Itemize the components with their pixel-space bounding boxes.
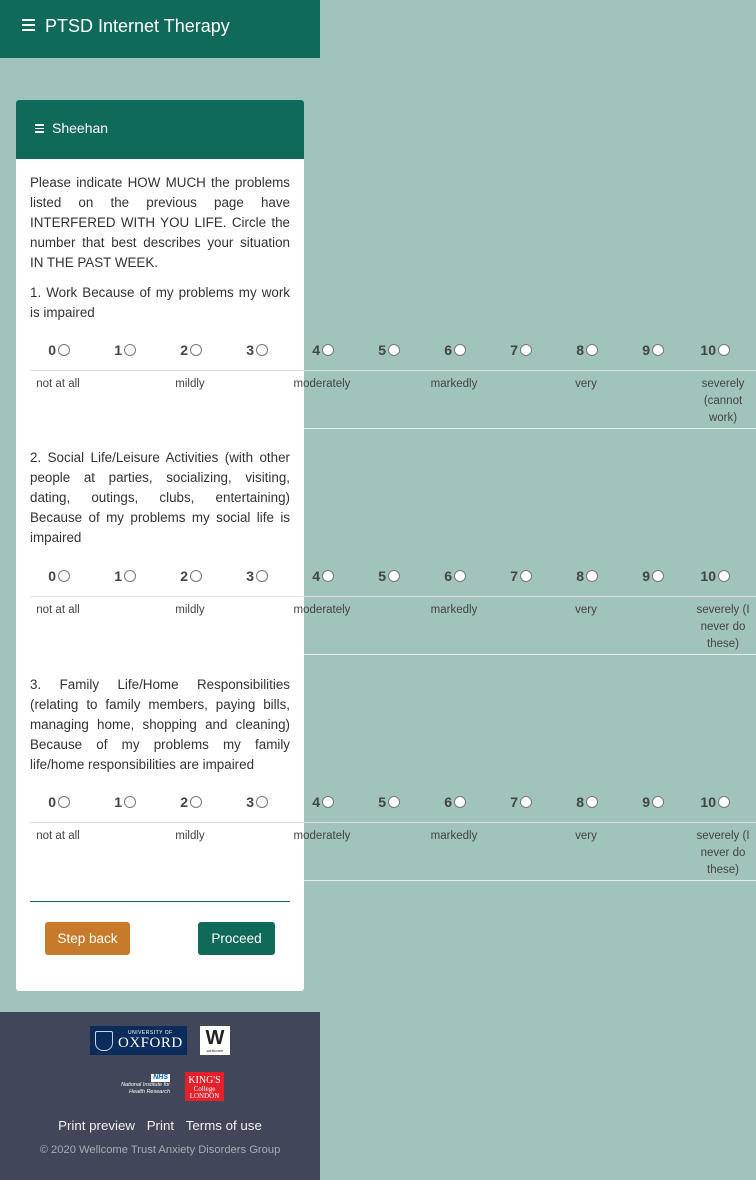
scale-anchor-label: mildly	[175, 604, 205, 616]
scale-anchor-label: moderately	[293, 604, 351, 616]
scale-option-6[interactable]	[426, 566, 466, 586]
question-divider	[304, 654, 756, 655]
scale-option-4[interactable]	[294, 340, 334, 360]
scale-anchor-label: moderately	[293, 378, 351, 390]
radio-button[interactable]	[652, 796, 664, 808]
footer-links	[0, 1118, 320, 1133]
oxford-logo-small-text: UNIVERSITY OF	[127, 1029, 173, 1036]
form-separator	[30, 901, 290, 902]
wellcome-mark: W	[205, 1027, 225, 1049]
wellcome-text: wellcome	[206, 1048, 224, 1053]
scale-option-label: 3	[246, 568, 254, 584]
kings-logo-mid: College	[193, 1085, 216, 1093]
scale-option-label: 2	[180, 794, 188, 810]
radio-button[interactable]	[388, 796, 400, 808]
radio-button[interactable]	[454, 570, 466, 582]
scale-anchor-label: markedly	[430, 378, 478, 390]
scale-option-label: 5	[378, 794, 386, 810]
scale-option-1[interactable]	[96, 340, 136, 360]
scale-option-label: 1	[114, 568, 122, 584]
scale-anchor-label: severely (cannot work)	[701, 378, 745, 424]
intro-text: Please indicate HOW MUCH the problems listed on the previous page have INTERFERED WITH YOU LIFE. Circle the number that best describes your situation IN THE PAST WEEK.	[30, 175, 290, 270]
scale-option-label: 10	[700, 568, 716, 584]
scale-anchor-label: not at all	[36, 604, 80, 616]
radio-button[interactable]	[718, 796, 730, 808]
footer	[0, 1012, 320, 1180]
panel-title: Sheehan	[52, 120, 109, 136]
scale-option-0[interactable]	[30, 792, 70, 812]
scale-option-3[interactable]	[228, 340, 268, 360]
scale-option-1[interactable]	[96, 792, 136, 812]
scale-option-label: 6	[444, 342, 452, 358]
scale-option-4[interactable]	[294, 566, 334, 586]
scale-option-0[interactable]	[30, 340, 70, 360]
scale-option-10[interactable]	[690, 566, 730, 586]
radio-button[interactable]	[190, 796, 202, 808]
scale-option-label: 8	[576, 794, 584, 810]
scale-option-label: 7	[510, 342, 518, 358]
radio-button[interactable]	[520, 796, 532, 808]
scale-option-label: 9	[642, 568, 650, 584]
scale-option-label: 4	[312, 342, 320, 358]
scale-option-6[interactable]	[426, 340, 466, 360]
scale-option-3[interactable]	[228, 792, 268, 812]
radio-button[interactable]	[718, 570, 730, 582]
radio-button[interactable]	[388, 570, 400, 582]
scale-option-3[interactable]	[228, 566, 268, 586]
scale-option-label: 0	[48, 342, 56, 358]
scale-option-7[interactable]	[492, 566, 532, 586]
oxford-crest-icon	[95, 1031, 113, 1051]
scale-anchor-label: mildly	[175, 378, 205, 390]
question-1-text: 1. Work Because of my problems my work is impaired	[30, 285, 290, 320]
nihr-line-1: National Institute for	[121, 1082, 170, 1088]
radio-button[interactable]	[190, 344, 202, 356]
kings-logo-top: KING'S	[188, 1075, 221, 1086]
question-divider	[304, 880, 756, 881]
scale-option-2[interactable]	[162, 340, 202, 360]
scale-option-label: 2	[180, 568, 188, 584]
proceed-button[interactable]: Proceed	[198, 922, 275, 955]
scale-option-label: 5	[378, 342, 386, 358]
scale-option-label: 9	[642, 794, 650, 810]
scale-option-5[interactable]	[360, 566, 400, 586]
menu-icon[interactable]	[22, 19, 35, 30]
scale-option-label: 0	[48, 794, 56, 810]
radio-button[interactable]	[718, 344, 730, 356]
scale-option-label: 5	[378, 568, 386, 584]
radio-button[interactable]	[58, 344, 70, 356]
scale-option-4[interactable]	[294, 792, 334, 812]
scale-option-label: 6	[444, 568, 452, 584]
radio-button[interactable]	[322, 344, 334, 356]
scale-option-label: 0	[48, 568, 56, 584]
radio-button[interactable]	[652, 344, 664, 356]
oxford-logo	[90, 1026, 187, 1055]
app-title: PTSD Internet Therapy	[45, 16, 230, 36]
scale-divider	[30, 370, 756, 371]
scale-option-2[interactable]	[162, 792, 202, 812]
scale-option-label: 2	[180, 342, 188, 358]
oxford-logo-text: OXFORD	[118, 1034, 183, 1051]
scale-option-5[interactable]	[360, 340, 400, 360]
radio-button[interactable]	[520, 570, 532, 582]
scale-divider	[30, 822, 756, 823]
panel-header	[16, 100, 304, 159]
question-2-text: 2. Social Life/Leisure Activities (with other people at parties, socializing, visiting, dating, outings, clubs, entertaining) Because of my problems my social life is impaired	[30, 450, 290, 545]
scale-anchor-label: severely (I never do these)	[696, 830, 750, 876]
scale-option-label: 1	[114, 342, 122, 358]
kings-logo-bottom: LONDON	[189, 1092, 220, 1100]
radio-button[interactable]	[388, 344, 400, 356]
scale-option-7[interactable]	[492, 792, 532, 812]
terms-of-use-link[interactable]: Terms of use	[185, 1118, 262, 1133]
radio-button[interactable]	[256, 570, 268, 582]
scale-option-8[interactable]	[558, 792, 598, 812]
scale-option-label: 4	[312, 568, 320, 584]
scale-anchor-label: mildly	[175, 830, 205, 842]
scale-option-2[interactable]	[162, 566, 202, 586]
radio-button[interactable]	[454, 344, 466, 356]
scale-option-8[interactable]	[558, 566, 598, 586]
app-header	[0, 0, 320, 58]
radio-button[interactable]	[58, 796, 70, 808]
scale-option-7[interactable]	[492, 340, 532, 360]
scale-option-label: 10	[700, 342, 716, 358]
scale-option-8[interactable]	[558, 340, 598, 360]
radio-button[interactable]	[586, 570, 598, 582]
scale-option-5[interactable]	[360, 792, 400, 812]
radio-button[interactable]	[454, 796, 466, 808]
radio-button[interactable]	[124, 796, 136, 808]
question-divider	[304, 428, 756, 429]
print-link[interactable]: Print	[146, 1118, 175, 1133]
nhs-badge: NHS	[153, 1074, 168, 1081]
radio-button[interactable]	[520, 344, 532, 356]
nihr-line-2: Health Research	[129, 1089, 170, 1095]
radio-button[interactable]	[586, 796, 598, 808]
scale-option-9[interactable]	[624, 566, 664, 586]
scale-anchor-label: not at all	[36, 830, 80, 842]
scale-option-9[interactable]	[624, 792, 664, 812]
radio-button[interactable]	[586, 344, 598, 356]
scale-option-0[interactable]	[30, 566, 70, 586]
scale-option-6[interactable]	[426, 792, 466, 812]
scale-anchor-label: not at all	[36, 378, 80, 390]
scale-option-label: 8	[576, 342, 584, 358]
panel-menu-icon[interactable]	[35, 124, 44, 132]
scale-option-label: 7	[510, 568, 518, 584]
scale-anchor-label: moderately	[293, 830, 351, 842]
scale-option-10[interactable]	[690, 792, 730, 812]
scale-option-10[interactable]	[690, 340, 730, 360]
nihr-logo	[100, 1074, 170, 1100]
radio-button[interactable]	[58, 570, 70, 582]
step-back-button[interactable]: Step back	[45, 922, 130, 955]
scale-anchor-label: markedly	[430, 604, 478, 616]
scale-option-1[interactable]	[96, 566, 136, 586]
radio-button[interactable]	[322, 570, 334, 582]
scale-option-label: 8	[576, 568, 584, 584]
kings-college-logo	[185, 1072, 224, 1101]
radio-button[interactable]	[190, 570, 202, 582]
radio-button[interactable]	[256, 796, 268, 808]
question-3-text: 3. Family Life/Home Responsibilities (relating to family members, paying bills, managing home, shopping and cleaning) Because of my problems my family life/home responsibilities are impaired	[30, 677, 290, 772]
scale-anchor-label: markedly	[430, 830, 478, 842]
scale-option-9[interactable]	[624, 340, 664, 360]
radio-button[interactable]	[652, 570, 664, 582]
scale-option-label: 10	[700, 794, 716, 810]
scale-divider	[30, 596, 756, 597]
copyright-text: © 2020 Wellcome Trust Anxiety Disorders Group	[39, 1144, 281, 1156]
radio-button[interactable]	[124, 570, 136, 582]
scale-anchor-label: very	[575, 830, 597, 842]
scale-anchor-label: very	[575, 378, 597, 390]
scale-option-label: 3	[246, 342, 254, 358]
scale-option-label: 3	[246, 794, 254, 810]
print-preview-link[interactable]: Print preview	[58, 1118, 135, 1133]
wellcome-logo	[200, 1026, 230, 1055]
scale-anchor-label: very	[575, 604, 597, 616]
scale-option-label: 1	[114, 794, 122, 810]
scale-option-label: 6	[444, 794, 452, 810]
radio-button[interactable]	[322, 796, 334, 808]
scale-option-label: 4	[312, 794, 320, 810]
radio-button[interactable]	[124, 344, 136, 356]
radio-button[interactable]	[256, 344, 268, 356]
scale-option-label: 9	[642, 342, 650, 358]
scale-option-label: 7	[510, 794, 518, 810]
scale-anchor-label: severely (I never do these)	[696, 604, 750, 650]
